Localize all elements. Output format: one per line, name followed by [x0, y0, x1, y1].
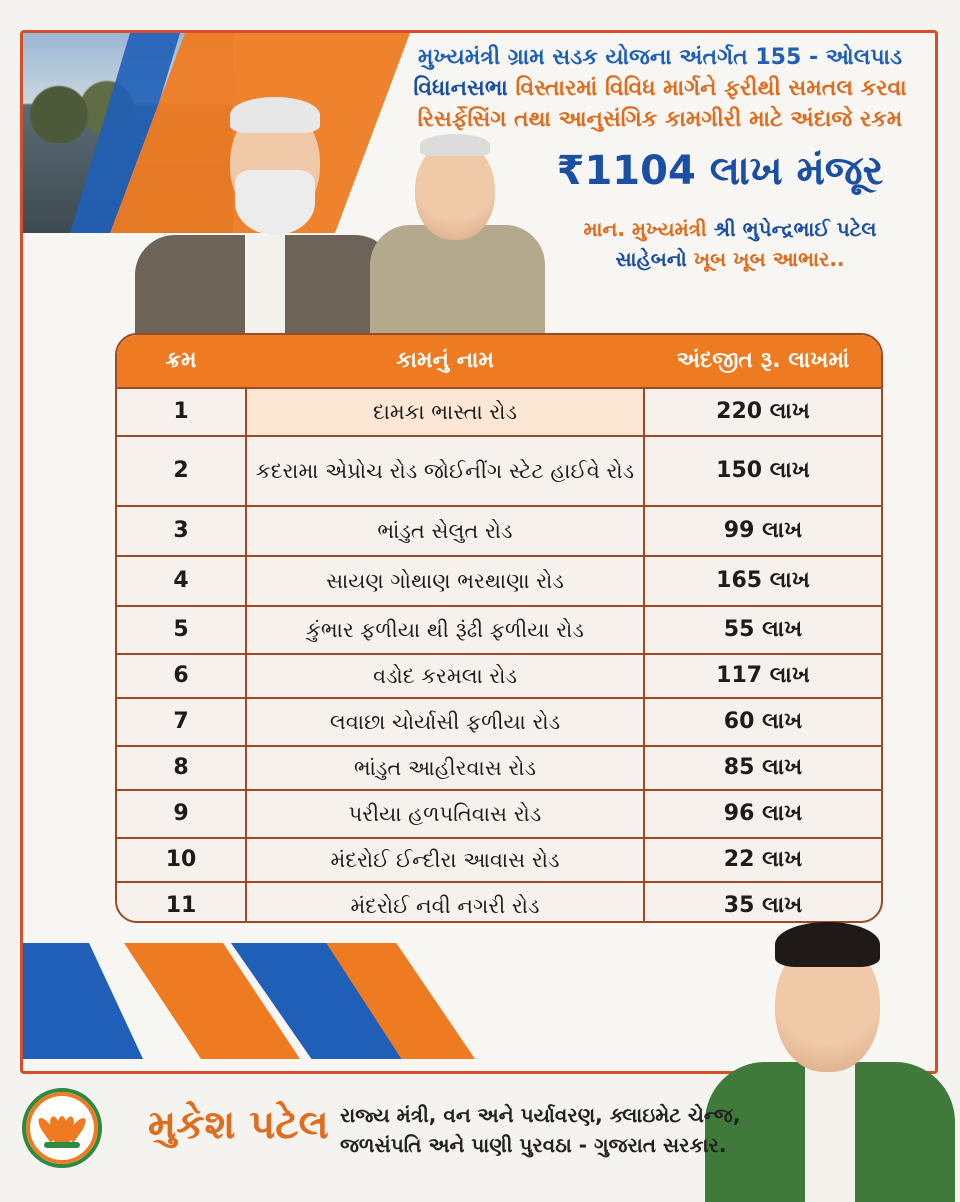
portrait-center-body [370, 225, 545, 335]
cell-name: દામકા ભાસ્તા રોડ [245, 389, 645, 435]
lotus-icon [40, 1108, 84, 1148]
table-row [117, 837, 881, 881]
headline-line-2-bold: વિધાનસભા [413, 76, 508, 101]
works-table [115, 333, 883, 923]
portrait-center [370, 130, 545, 335]
cell-no: 5 [173, 617, 189, 642]
cell-no: 4 [173, 568, 189, 593]
thanks-line-2 [540, 244, 920, 274]
cell-no: 9 [173, 801, 189, 826]
table-row [117, 555, 881, 605]
cell-no: 7 [173, 709, 189, 734]
approved-amount: ₹1104 લાખ મંજૂર [556, 148, 884, 194]
cell-amt: 35 લાખ [723, 893, 803, 918]
cell-no: 10 [165, 847, 197, 872]
thanks-line-1 [540, 214, 920, 244]
table-row [117, 505, 881, 555]
designation-line-1: રાજ્ય મંત્રી, વન અને પર્યાવરણ, ક્લાઇમેટ ચેન્જ, [340, 1103, 741, 1127]
portrait-center-hair [420, 134, 490, 156]
headline-line-3: રિસર્ફેસિંગ તથા આનુસંગિક કામગીરી માટે અંદાજે રકમ [417, 107, 903, 132]
cell-no: 3 [173, 518, 189, 543]
table-header [117, 335, 881, 387]
thanks-line-2b: ખૂબ ખૂબ આભાર.. [686, 247, 845, 271]
cell-name: લવાછા ચોર્યાસી ફળીયા રોડ [245, 699, 645, 745]
cell-amt: 150 લાખ [716, 458, 810, 483]
cell-amt: 85 લાખ [723, 755, 803, 780]
designation-line-2: જળસંપતિ અને પાણી પુરવઠા - ગુજરાત સરકાર. [340, 1133, 727, 1157]
portrait-minister-hair [775, 922, 880, 967]
cell-name: મંદરોઈ ઈન્દીરા આવાસ રોડ [245, 839, 645, 881]
cell-amt: 99 લાખ [723, 518, 803, 543]
table-row [117, 697, 881, 745]
cell-amt: 220 લાખ [716, 399, 810, 424]
minister-name: મુકેશ પટેલ [148, 1102, 329, 1148]
cell-name: વડોદ કરમલા રોડ [245, 655, 645, 697]
cell-name: કુંભાર ફળીયા થી રૂંઢી ફળીયા રોડ [245, 607, 645, 653]
table-row [117, 435, 881, 505]
thanks-line-2a: સાહેબનો [615, 247, 687, 271]
column-header-amount: અંદજીત રૂ. લાખમાં [676, 348, 850, 373]
footer [0, 1080, 960, 1200]
column-header-name: કામનું નામ [396, 348, 494, 373]
cell-amt: 96 લાખ [723, 801, 803, 826]
cell-no: 11 [165, 893, 197, 918]
column-header-number: ક્રમ [165, 348, 197, 373]
cell-amt: 55 લાખ [723, 617, 803, 642]
table-row [117, 789, 881, 837]
cell-no: 8 [173, 755, 189, 780]
cell-name: સાયણ ગોથાણ ભરથાણા રોડ [245, 557, 645, 605]
cell-name: પરીયા હળપતિવાસ રોડ [245, 791, 645, 837]
cell-amt: 22 લાખ [723, 847, 803, 872]
headline-line-1: મુખ્યમંત્રી ગ્રામ સડક યોજના અંતર્ગત 155 - ઓલપાડ [417, 45, 903, 70]
headline-line-2-rest: વિસ્તારમાં વિવિધ માર્ગને ફરીથી સમતલ કરવા [507, 76, 907, 101]
cell-no: 1 [173, 399, 189, 424]
headline-line-2 [380, 73, 940, 104]
portrait-left-beard [235, 170, 315, 235]
cell-no: 6 [173, 663, 189, 688]
headline [380, 42, 940, 135]
table-row [117, 605, 881, 653]
cell-name: કદરામા એપ્રોચ રોડ જોઈનીંગ સ્ટેટ હાઈવે રોડ [245, 437, 645, 505]
cell-amt: 165 લાખ [716, 568, 810, 593]
thanks-message [540, 214, 920, 274]
thanks-line-1a: માન. મુખ્યમંત્રી [583, 217, 714, 241]
cell-name: ભાંડુત સેલુત રોડ [245, 507, 645, 555]
cell-name: ભાંડુત આહીરવાસ રોડ [245, 747, 645, 789]
portrait-left-shirt [245, 235, 285, 335]
table-row [117, 745, 881, 789]
thanks-line-1b: શ્રી ભુપેન્દ્રભાઈ પટેલ [713, 217, 877, 241]
lotus-base [44, 1142, 80, 1148]
lotus-logo-icon [22, 1088, 102, 1168]
cell-amt: 117 લાખ [716, 663, 810, 688]
portrait-left [135, 95, 395, 335]
portrait-left-hair [230, 97, 320, 133]
cell-amt: 60 લાખ [723, 709, 803, 734]
table-row [117, 653, 881, 697]
table-row [117, 387, 881, 435]
minister-designation [340, 1100, 740, 1160]
cell-no: 2 [173, 458, 189, 483]
cell-name: મંદરોઈ નવી નગરી રોડ [245, 883, 645, 923]
